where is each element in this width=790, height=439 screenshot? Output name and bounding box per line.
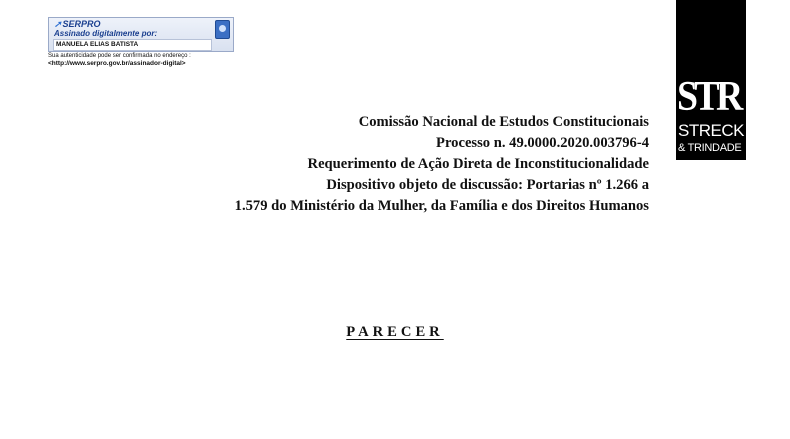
document-title-text: PARECER	[346, 324, 444, 340]
digital-signature-stamp	[48, 17, 234, 67]
serpro-logo	[54, 19, 101, 29]
serpro-brand: SERPRO	[62, 19, 101, 29]
verify-url: <http://www.serpro.gov.br/assinador-digital>	[48, 59, 186, 67]
firm-logo	[676, 0, 746, 160]
authenticity-note: Sua autenticidade pode ser confirmada no endereço :	[48, 53, 191, 59]
signature-box	[48, 17, 234, 52]
subject-line-1: Dispositivo objeto de discussão: Portarias nº 1.266 a	[326, 177, 649, 193]
document-title	[0, 324, 790, 341]
signer-name: MANUELA ELIAS BATISTA	[53, 39, 212, 51]
request-type: Requerimento de Ação Direta de Inconstitucionalidade	[307, 156, 649, 172]
document-heading	[235, 112, 649, 217]
commission-name: Comissão Nacional de Estudos Constitucionais	[358, 114, 649, 130]
subject-line-2: 1.579 do Ministério da Mulher, da Família e dos Direitos Humanos	[234, 198, 649, 214]
firm-logo-subname: & TRINDADE	[678, 142, 742, 154]
signed-by-label: Assinado digitalmente por:	[54, 29, 158, 38]
firm-logo-mark: STR	[677, 74, 740, 120]
certificate-icon	[215, 20, 230, 39]
serpro-swoosh-icon: ➚	[54, 19, 62, 29]
firm-logo-name: STRECK	[678, 121, 744, 140]
process-number: Processo n. 49.0000.2020.003796-4	[436, 135, 649, 151]
